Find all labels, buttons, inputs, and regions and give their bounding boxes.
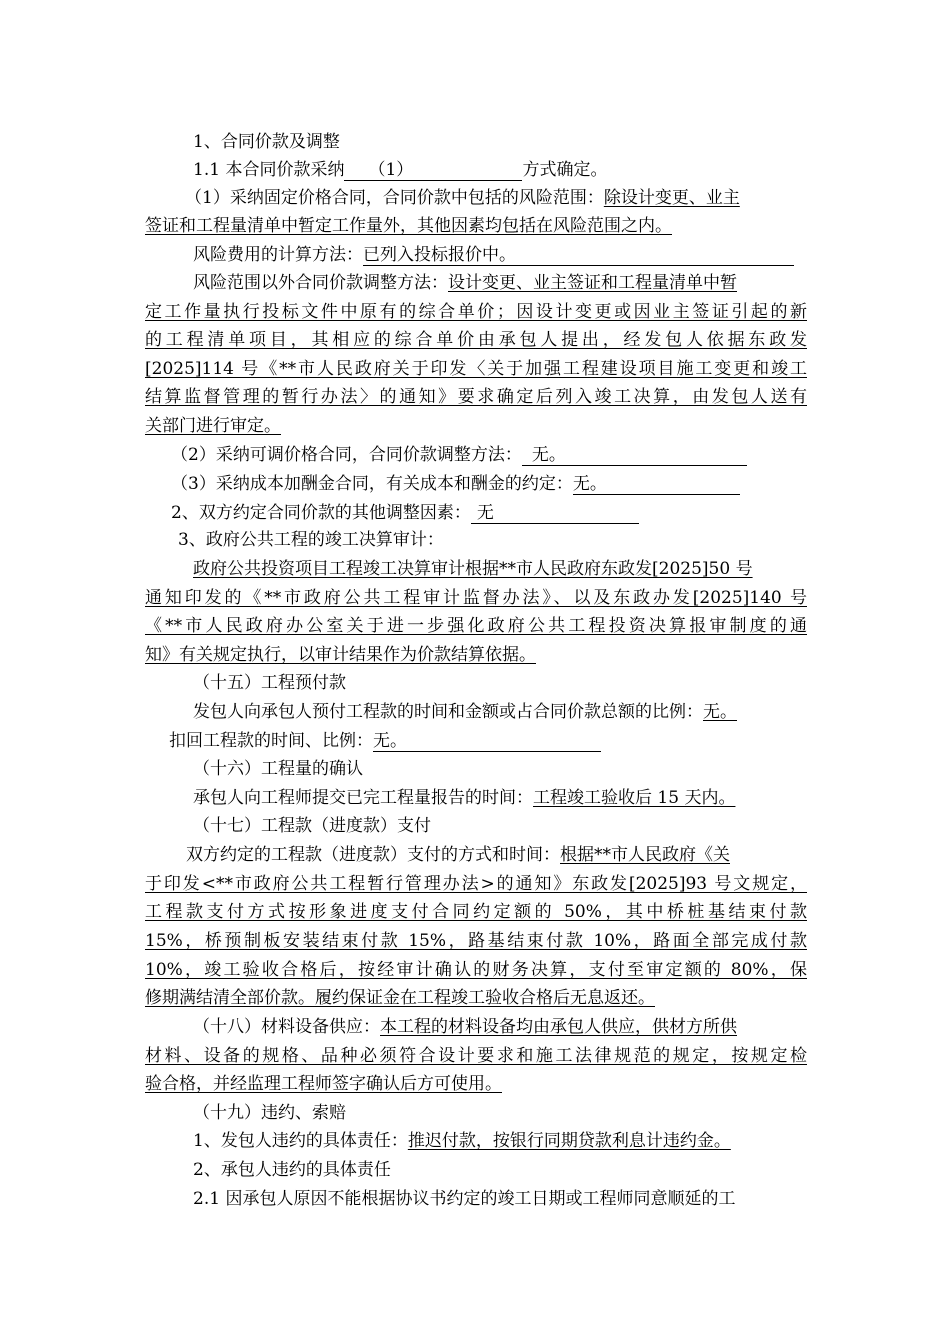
paragraph-line: 工程款支付方式按形象进度支付合同约定额的 50%，其中桥桩基结束付款 [145, 902, 807, 922]
paragraph-line: 2.1 因承包人原因不能根据协议书约定的竣工日期或工程师同意顺延的工 [193, 1189, 736, 1209]
paragraph-line: 关部门进行审定。 [145, 416, 281, 436]
paragraph-line: （1）采纳固定价格合同，合同价款中包括的风险范围：除设计变更、业主 [185, 188, 740, 208]
section-heading: （十九）违约、索赔 [193, 1103, 346, 1123]
paragraph-line: 风险费用的计算方法：已列入投标报价中。 [193, 245, 794, 266]
paragraph-line: 《**市人民政府办公室关于进一步强化政府公共工程投资决算报审制度的通 [145, 616, 807, 636]
paragraph-line: 2、承包人违约的具体责任 [193, 1160, 391, 1180]
section-heading: （十八）材料设备供应：本工程的材料设备均由承包人供应，供材方所供 [193, 1017, 737, 1037]
paragraph-line: （2）采纳可调价格合同，合同价款调整方法： 无。 [171, 445, 747, 466]
paragraph-line: 扣回工程款的时间、比例：无。 [169, 731, 601, 752]
paragraph-line: 10%，竣工验收合格后，按经审计确认的财务决算，支付至审定额的 80%，保 [145, 960, 807, 980]
paragraph-line: 材料、设备的规格、品种必须符合设计要求和施工法律规范的规定，按规定检 [145, 1046, 807, 1066]
paragraph-line: 的工程清单项目，其相应的综合单价由承包人提出，经发包人依据东政发 [145, 330, 807, 350]
paragraph-line: 承包人向工程师提交已完工程量报告的时间：工程竣工验收后 15 天内。 [193, 788, 736, 808]
section-heading: 3、政府公共工程的竣工决算审计： [178, 530, 444, 550]
section-heading: （十六）工程量的确认 [193, 759, 363, 779]
section-heading: 1、合同价款及调整 [193, 132, 340, 152]
paragraph-line: 政府公共投资项目工程竣工决算审计根据**市人民政府东政发[2025]50 号 [193, 559, 753, 579]
paragraph-line: 修期满结清全部价款。履约保证金在工程竣工验收合格后无息返还。 [145, 988, 655, 1008]
paragraph-line: 风险范围以外合同价款调整方法：设计变更、业主签证和工程量清单中暂 [193, 273, 737, 293]
paragraph-line: 2、双方约定合同价款的其他调整因素： 无 [171, 503, 639, 524]
paragraph-line: 发包人向承包人预付工程款的时间和金额或占合同价款总额的比例：无。 [193, 702, 737, 722]
paragraph-line: 定工作量执行投标文件中原有的综合单价；因设计变更或因业主签证引起的新 [145, 302, 807, 322]
paragraph-line: 通知印发的《**市政府公共工程审计监督办法》、以及东政办发[2025]140 号 [145, 588, 807, 608]
paragraph-line: 验合格，并经监理工程师签字确认后方可使用。 [145, 1074, 502, 1094]
paragraph-line: 知》有关规定执行，以审计结果作为价款结算依据。 [145, 645, 536, 665]
paragraph-line: 于印发<**市政府公共工程暂行管理办法>的通知》东政发[2025]93 号文规定， [145, 874, 807, 894]
paragraph-line: 结算监督管理的暂行办法〉的通知》要求确定后列入竣工决算，由发包人送有 [145, 387, 807, 407]
paragraph-line: 1.1 本合同价款采纳 （1） 方式确定。 [193, 160, 608, 180]
paragraph-line: 签证和工程量清单中暂定工作量外，其他因素均包括在风险范围之内。 [145, 216, 672, 236]
paragraph-line: 双方约定的工程款（进度款）支付的方式和时间：根据**市人民政府《关 [186, 845, 730, 865]
paragraph-line: （3）采纳成本加酬金合同，有关成本和酬金的约定：无。 [171, 474, 740, 495]
section-heading: （十五）工程预付款 [193, 673, 346, 693]
paragraph-line: 1、发包人违约的具体责任：推迟付款，按银行同期贷款利息计违约金。 [193, 1131, 731, 1151]
section-heading: （十七）工程款（进度款）支付 [193, 816, 431, 836]
paragraph-line: [2025]114 号《**市人民政府关于印发〈关于加强工程建设项目施工变更和竣工 [145, 359, 807, 379]
paragraph-line: 15%，桥预制板安装结束付款 15%，路基结束付款 10%，路面全部完成付款 [145, 931, 807, 951]
